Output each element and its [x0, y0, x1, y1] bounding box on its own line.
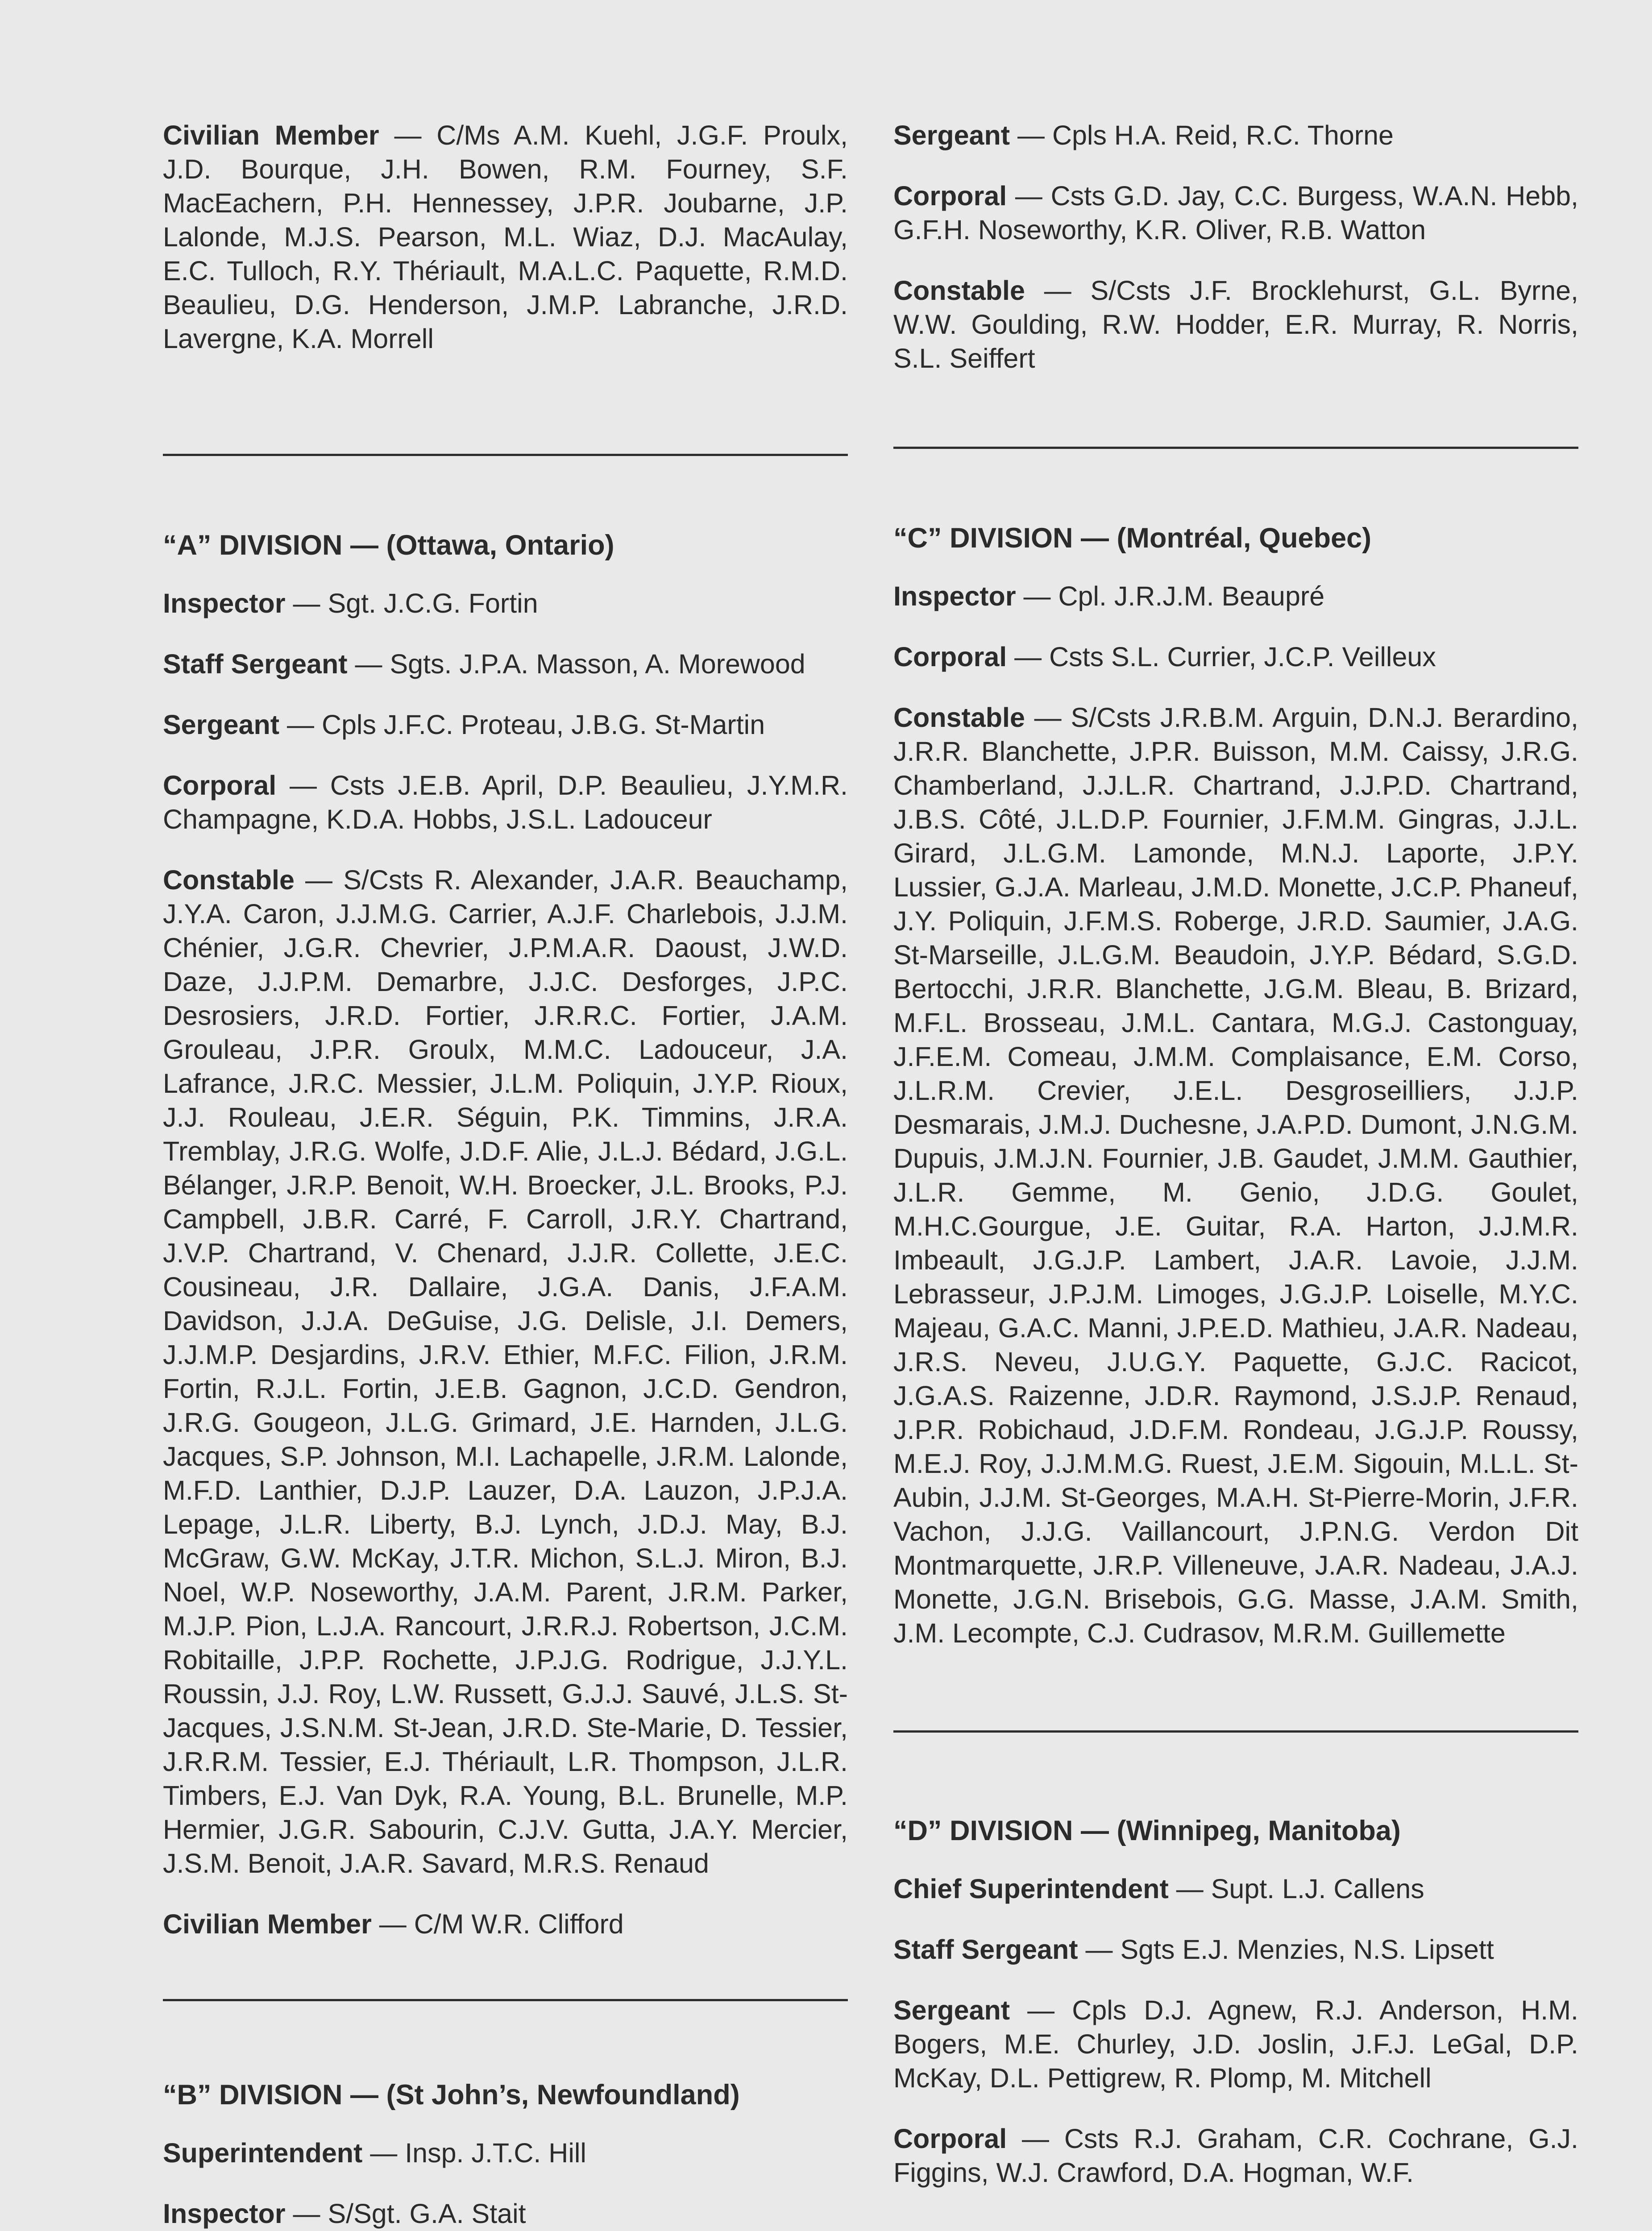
- section-divider: [163, 1999, 848, 2001]
- superintendent-entry: Superintendent — Insp. J.T.C. Hill: [163, 2138, 586, 2168]
- corporal-entry: Corporal — Csts J.E.B. April, D.P. Beaulieu, J.Y.M.R. Champagne, K.D.A. Hobbs, J.S.L. Ladouceur: [163, 770, 848, 834]
- division-c-heading: “C” DIVISION — (Montréal, Quebec): [893, 523, 1372, 554]
- chief-superintendent-entry: Chief Superintendent — Supt. L.J. Callens: [893, 1874, 1424, 1904]
- division-d-heading: “D” DIVISION — (Winnipeg, Manitoba): [893, 1815, 1401, 1846]
- constable-entry: Constable — S/Csts R. Alexander, J.A.R. Beauchamp, J.Y.A. Caron, J.J.M.G. Carrier, A.J.F. Charlebois, J.J.M. Chénier, J.G.R. Chevrier, J.P.M.A.R. Daoust, J.W.D. Daze, J.J.P.M. Demarbre, J.J.C. Desforges, J.P.C. Desrosiers, J.R.D. Fortier, J.R.R.C. Fortier, J.A.M. Grouleau, J.P.R. Groulx, M.M.C. Ladouceur, J.A. Lafrance, J.R.C. Messier, J.L.M. Poliquin, J.Y.P. Rioux, J.J. Rouleau, J.E.R. Séguin, P.K. Timmins, J.R.A. Tremblay, J.R.G. Wolfe, J.D.F. Alie, J.L.J. Bédard, J.G.L. Bélanger, J.R.P. Benoit, W.H. Broecker, J.L. Brooks, P.J. Campbell, J.B.R. Carré, F. Carroll, J.R.Y. Chartrand, J.V.P. Chartrand, V. Chenard, J.J.R. Collette, J.E.C. Cousineau, J.R. Dallaire, J.G.A. Danis, J.F.A.M. Davidson, J.J.A. DeGuise, J.G. Delisle, J.I. Demers, J.J.M.P. Desjardins, J.R.V. Ethier, M.F.C. Filion, J.R.M. Fortin, R.J.L. Fortin, J.E.B. Gagnon, J.C.D. Gendron, J.R.G. Gougeon, J.L.G. Grimard, J.E. Harnden, J.L.G. Jacques, S.P. Johnson, M.I. Lachapelle, J.R.M. Lalonde, M.F.D. Lanthier, D.J.P. Lauzer, D.A. Lauzon, J.P.J.A. Lepage, J.L.R. Liberty, B.J. Lynch, J.D.J. May, B.J. McGraw, G.W. McKay, J.T.R. Michon, S.L.J. Miron, B.J. Noel, W.P. Noseworthy, J.A.M. Parent, J.R.M. Parker, M.J.P. Pion, L.J.A. Rancourt, J.R.R.J. Robertson, J.C.M. Robitaille, J.P.P. Rochette, J.P.J.G. Rodrigue, J.J.Y.L. Roussin, J.J. Roy, L.W. Russett, G.J.J. Sauvé, J.L.S. St-Jacques, J.S.N.M. St-Jean, J.R.D. Ste-Marie, D. Tessier, J.R.R.M. Tessier, E.J. Thériault, L.R. Thompson, J.L.R. Timbers, E.J. Van Dyk, R.A. Young, B.L. Brunelle, M.P. Hermier, J.G.R. Sabourin, C.J.V. Gutta, J.A.Y. Mercier, J.S.M. Benoit, J.A.R. Savard, M.R.S. Renaud: [163, 865, 848, 1879]
- inspector-entry: Inspector — S/Sgt. G.A. Stait: [163, 2198, 526, 2229]
- section-divider: [163, 454, 848, 456]
- constable-entry: Constable — S/Csts J.R.B.M. Arguin, D.N.J. Berardino, J.R.R. Blanchette, J.P.R. Buisson, M.M. Caissy, J.R.G. Chamberland, J.J.L.R. Chartrand, J.J.P.D. Chartrand, J.B.S. Côté, J.L.D.P. Fournier, J.F.M.M. Gingras, J.J.L. Girard, J.L.G.M. Lamonde, M.N.J. Laporte, J.P.Y. Lussier, G.J.A. Marleau, J.M.D. Monette, J.C.P. Phaneuf, J.Y. Poliquin, J.F.M.S. Roberge, J.R.D. Saumier, J.A.G. St-Marseille, J.L.G.M. Beaudoin, J.Y.P. Bédard, S.G.D. Bertocchi, J.R.R. Blanchette, J.G.M. Bleau, B. Brizard, M.F.L. Brosseau, J.M.L. Cantara, M.G.J. Castonguay, J.F.E.M. Comeau, J.M.M. Complaisance, E.M. Corso, J.L.R.M. Crevier, J.E.L. Desgroseilliers, J.J.P. Desmarais, J.M.J. Duchesne, J.A.P.D. Dumont, J.N.G.M. Dupuis, J.M.J.N. Fournier, J.B. Gaudet, J.M.M. Gauthier, J.L.R. Gemme, M. Genio, J.D.G. Goulet, M.H.C.Gourgue, J.E. Guitar, R.A. Harton, J.J.M.R. Imbeault, J.G.J.P. Lambert, J.A.R. Lavoie, J.J.M. Lebrasseur, J.P.J.M. Limoges, J.G.J.P. Loiselle, M.Y.C. Majeau, G.A.C. Manni, J.P.E.D. Mathieu, J.A.R. Nadeau, J.R.S. Neveu, J.U.G.Y. Paquette, G.J.C. Racicot, J.G.A.S. Raizenne, J.D.R. Raymond, J.S.J.P. Renaud, J.P.R. Robichaud, J.D.F.M. Rondeau, J.G.J.P. Roussy, M.E.J. Roy, J.J.M.M.G. Ruest, J.E.M. Sigouin, M.L.L. St-Aubin, J.J.M. St-Georges, M.A.H. St-Pierre-Morin, J.F.R. Vachon, J.J.G. Vaillancourt, J.P.N.G. Verdon Dit Montmarquette, J.R.P. Villeneuve, J.A.R. Nadeau, J.A.J. Monette, J.G.N. Brisebois, G.G. Masse, J.A.M. Smith, J.M. Lecompte, C.J. Cudrasov, M.R.M. Guillemette: [893, 702, 1578, 1648]
- corporal-entry: Corporal — Csts G.D. Jay, C.C. Burgess, W.A.N. Hebb, G.F.H. Noseworthy, K.R. Oliver, R.B. Watton: [893, 181, 1578, 245]
- inspector-entry: Inspector — Sgt. J.C.G. Fortin: [163, 588, 538, 618]
- section-divider: [893, 1730, 1578, 1733]
- civilian-member-entry: Civilian Member — C/Ms A.M. Kuehl, J.G.F. Proulx, J.D. Bourque, J.H. Bowen, R.M. Fourney, S.F. MacEachern, P.H. Hennessey, J.P.R. Joubarne, J.P. Lalonde, M.J.S. Pearson, M.L. Wiaz, D.J. MacAulay, E.C. Tulloch, R.Y. Thériault, M.A.L.C. Paquette, R.M.D. Beaulieu, D.G. Henderson, J.M.P. Labranche, J.R.D. Lavergne, K.A. Morrell: [163, 120, 848, 354]
- corporal-entry: Corporal — Csts R.J. Graham, C.R. Cochrane, G.J. Figgins, W.J. Crawford, D.A. Hogman, W.F.: [893, 2123, 1578, 2188]
- division-a-heading: “A” DIVISION — (Ottawa, Ontario): [163, 530, 614, 561]
- sergeant-entry: Sergeant — Cpls H.A. Reid, R.C. Thorne: [893, 120, 1394, 150]
- civilian-member-entry: Civilian Member — C/M W.R. Clifford: [163, 1909, 624, 1939]
- inspector-entry: Inspector — Cpl. J.R.J.M. Beaupré: [893, 581, 1325, 611]
- section-divider: [893, 447, 1578, 449]
- sergeant-entry: Sergeant — Cpls D.J. Agnew, R.J. Anderson, H.M. Bogers, M.E. Churley, J.D. Joslin, J.F.J. LeGal, D.P. McKay, D.L. Pettigrew, R. Plomp, M. Mitchell: [893, 1995, 1578, 2093]
- sergeant-entry: Sergeant — Cpls J.F.C. Proteau, J.B.G. St-Martin: [163, 709, 765, 740]
- staff-sergeant-entry: Staff Sergeant — Sgts E.J. Menzies, N.S. Lipsett: [893, 1934, 1494, 1965]
- left-column: [163, 118, 848, 2231]
- constable-entry: Constable — S/Csts J.F. Brocklehurst, G.L. Byrne, W.W. Goulding, R.W. Hodder, E.R. Murray, R. Norris, S.L. Seiffert: [893, 275, 1578, 373]
- corporal-entry: Corporal — Csts S.L. Currier, J.C.P. Veilleux: [893, 642, 1436, 672]
- right-column: [893, 118, 1578, 2216]
- staff-sergeant-entry: Staff Sergeant — Sgts. J.P.A. Masson, A. Morewood: [163, 649, 805, 679]
- division-b-heading: “B” DIVISION — (St John’s, Newfoundland): [163, 2079, 740, 2111]
